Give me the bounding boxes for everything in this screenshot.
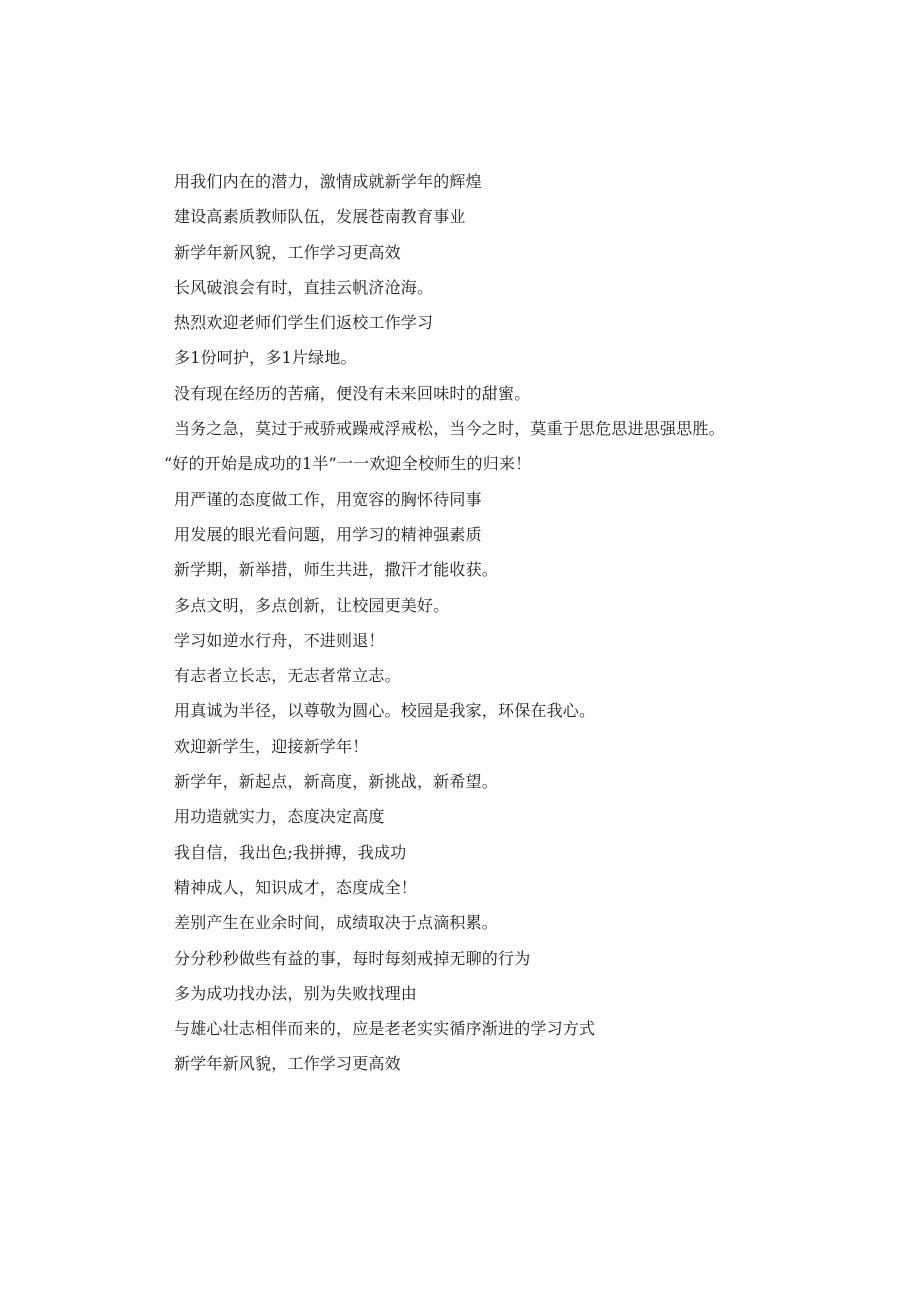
- text-line: 用严谨的态度做工作，用宽容的胸怀待同事: [174, 489, 482, 509]
- text-line: 热烈欢迎老师们学生们返校工作学习: [174, 313, 434, 333]
- text-line: 用我们内在的潜力，激情成就新学年的辉煌: [174, 172, 482, 191]
- text-line: 没有现在经历的苦痛，便没有未来回味时的甜蜜。: [174, 383, 531, 403]
- text-line: 新学年新风貌，工作学习更高效: [174, 242, 401, 262]
- text-line: 与雄心壮志相伴而来的，应是老老实实循序渐进的学习方式: [174, 1019, 596, 1039]
- text-line: 当务之急，莫过于戒骄戒躁戒浮戒松，当今之时，莫重于思危思进思强思胜。: [174, 419, 725, 439]
- text-line: 新学年，新起点，新高度，新挑战，新希望。: [174, 772, 499, 792]
- slogan-list: [164, 168, 874, 1086]
- text-line: 长风破浪会有时，直挂云帆济沧海。: [174, 277, 434, 297]
- text-line: 欢迎新学生，迎接新学年！: [174, 736, 369, 756]
- text-line: 建设高素质教师队伍，发展苍南教育事业: [174, 207, 466, 227]
- text-line: 新学期，新举措，师生共进，撒汗才能收获。: [174, 560, 499, 580]
- text-line: 用发展的眼光看问题，用学习的精神强素质: [174, 524, 482, 544]
- text-line: 有志者立长志，无志者常立志。: [174, 666, 401, 686]
- text-line: 用功造就实力，态度决定高度: [174, 807, 385, 827]
- text-line: 精神成人，知识成才，态度成全！: [174, 877, 418, 897]
- text-line: 学习如逆水行舟，不进则退！: [174, 630, 385, 650]
- text-line: 用真诚为半径，以尊敬为圆心。校园是我家，环保在我心。: [174, 701, 596, 721]
- text-line: 多为成功找办法，别为失败找理由: [174, 983, 418, 1003]
- text-line: 新学年新风貌，工作学习更高效: [174, 1054, 401, 1074]
- text-line: 差别产生在业余时间，成绩取决于点滴积累。: [174, 913, 499, 933]
- text-line: “好的开始是成功的1半”一一欢迎全校师生的归来！: [164, 454, 532, 474]
- text-line: 分分秒秒做些有益的事，每时每刻戒掉无聊的行为: [174, 948, 531, 968]
- text-line: 多1份呵护，多1片绿地。: [174, 348, 357, 368]
- text-line: 我自信，我出色;我拼搏，我成功: [174, 842, 407, 862]
- text-line: 多点文明，多点创新，让校园更美好。: [174, 595, 450, 615]
